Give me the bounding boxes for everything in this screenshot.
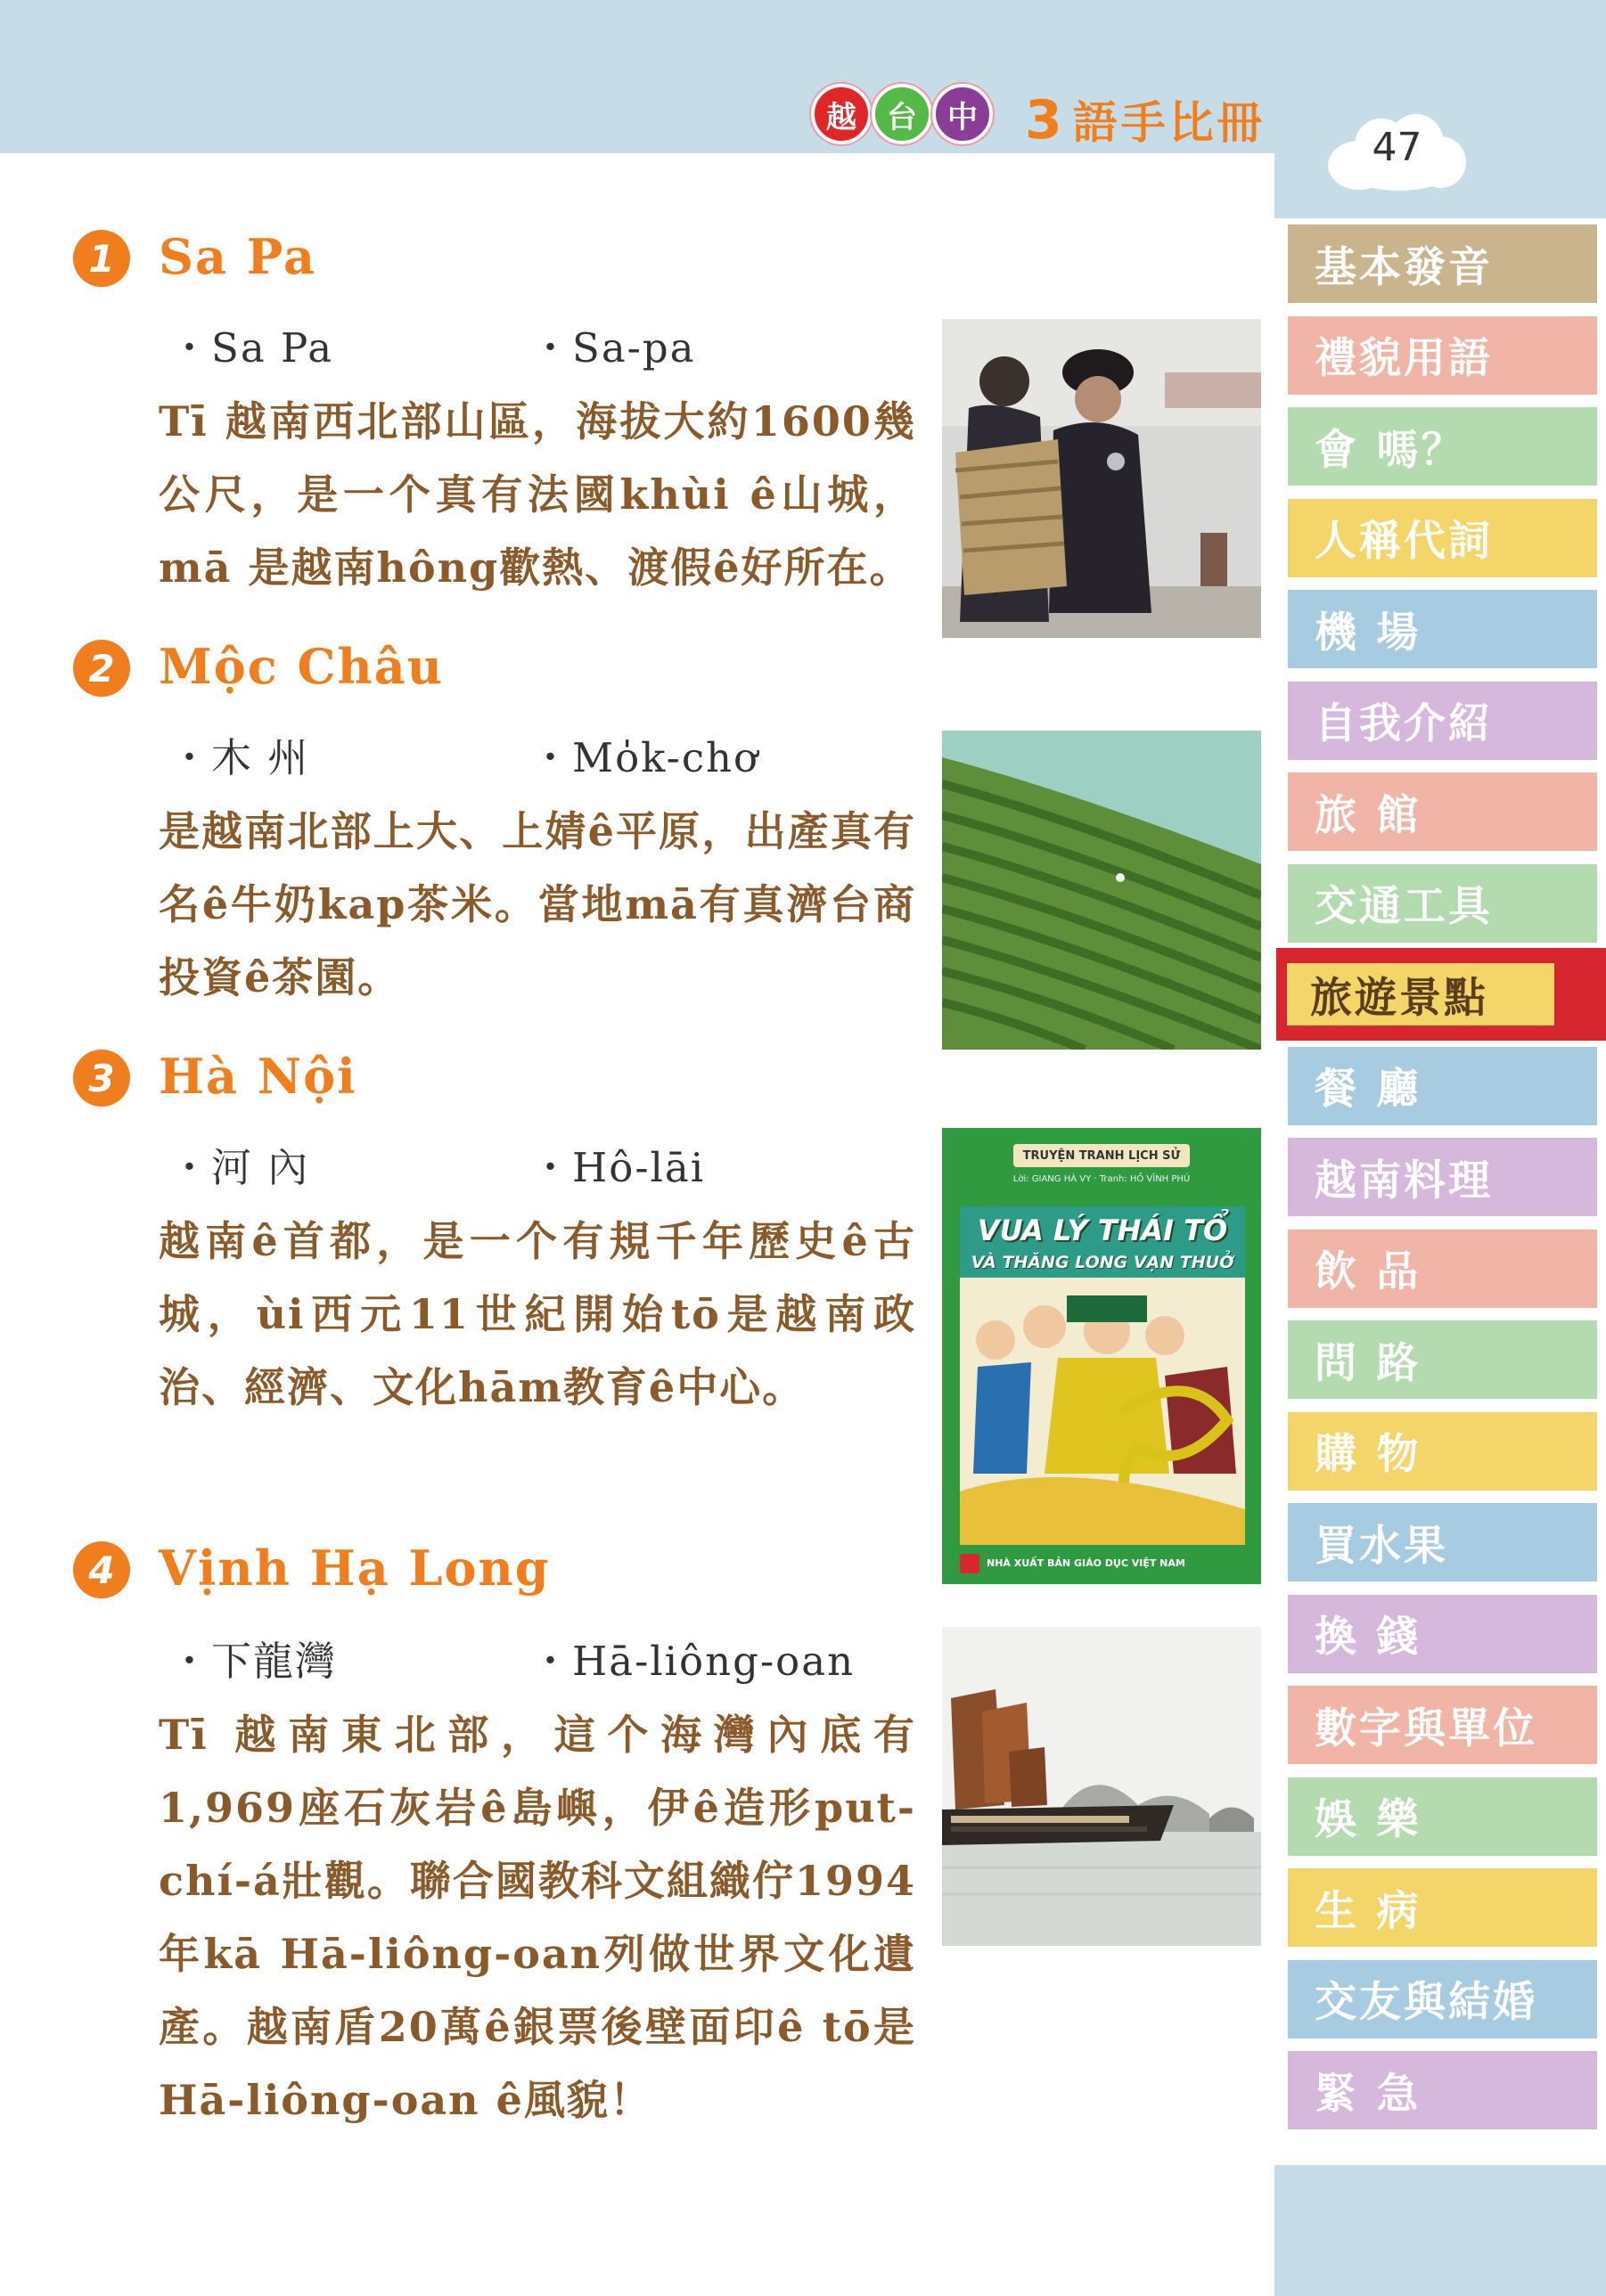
- tab-label: 餐 廳: [1315, 1065, 1422, 1114]
- logo-circle-3: [932, 84, 993, 144]
- tab-label: 人稱代詞: [1315, 517, 1493, 566]
- tab-label: 數字與單位: [1315, 1704, 1537, 1753]
- tab-label: 購 物: [1315, 1430, 1422, 1479]
- section-title-2: Mộc Châu: [159, 638, 444, 695]
- tab-6[interactable]: [1288, 682, 1597, 760]
- tab-label: 自我介紹: [1315, 699, 1493, 748]
- tea-hills-photo: [942, 731, 1261, 1050]
- brand-number: 3: [1025, 89, 1066, 151]
- tab-14[interactable]: [1288, 1412, 1597, 1491]
- tab-label: 會 嗎？: [1315, 425, 1466, 475]
- brand-text: 語手比冊: [1072, 97, 1266, 149]
- sapa-photo: [942, 319, 1261, 638]
- logo-char-2: 台: [872, 84, 932, 144]
- section-title-1: Sa Pa: [159, 228, 316, 285]
- tab-8[interactable]: [1288, 864, 1597, 943]
- tab-label: 交通工具: [1315, 882, 1493, 931]
- tab-label: 買水果: [1315, 1521, 1448, 1571]
- tab-label: 換 錢: [1315, 1613, 1422, 1662]
- tab-1[interactable]: [1288, 225, 1597, 303]
- tab-20[interactable]: [1288, 1960, 1597, 2039]
- tab-18[interactable]: [1288, 1777, 1597, 1856]
- tab-7[interactable]: [1288, 772, 1597, 851]
- tab-label: 緊 急: [1315, 2069, 1422, 2119]
- sub-chinese-3: ・河 內: [169, 1144, 310, 1191]
- tab-label: 問 路: [1315, 1338, 1422, 1388]
- book-credits: Lời: GIANG HÀ VY · Tranh: HỒ VĨNH PHÚ: [1012, 1174, 1191, 1184]
- book-publisher: NHÀ XUẤT BẢN GIÁO DỤC VIỆT NAM: [987, 1557, 1185, 1569]
- section-text-4: Tī 越南東北部，這个海灣內底有1,969座石灰岩ê島嶼，伊ê造形put-chí-á壯觀。聯合國教科文組織佇1994年kā Hā-liông-oan列做世界文化遺產。越南盾20萬ê銀票後壁面印ê tō是Hā-liông-oan ê風貌！: [159, 1711, 916, 2124]
- tab-label: 娛 樂: [1315, 1795, 1422, 1844]
- tab-label: 越南料理: [1315, 1156, 1493, 1205]
- tab-19[interactable]: [1288, 1868, 1597, 1947]
- tab-16[interactable]: [1288, 1595, 1597, 1673]
- tab-label: 交友與結婚: [1315, 1978, 1537, 2027]
- tab-13[interactable]: [1288, 1320, 1597, 1399]
- tab-9[interactable]: [1276, 948, 1606, 1041]
- logo-char-3: 中: [932, 84, 993, 144]
- sub-chinese-2: ・木 州: [169, 734, 310, 781]
- book-series: TRUYỆN TRANH LỊCH SỬ: [1013, 1144, 1190, 1167]
- tab-label: 飲 品: [1315, 1247, 1422, 1296]
- tab-label: 生 病: [1315, 1886, 1422, 1936]
- tab-3[interactable]: [1288, 407, 1597, 486]
- logo-char-1: 越: [811, 84, 872, 144]
- brand-title: [1025, 87, 1266, 151]
- tab-4[interactable]: [1288, 499, 1597, 577]
- tab-label: 基本發音: [1315, 242, 1493, 292]
- book-title-1: VUA LÝ THÁI TỔ: [977, 1213, 1228, 1247]
- publisher-logo-icon: [960, 1554, 979, 1573]
- logo-circle-2: [872, 84, 932, 144]
- tab-2[interactable]: [1288, 316, 1597, 395]
- section-number-3: 3: [73, 1050, 130, 1107]
- book-title-2: VÀ THĂNG LONG VẠN THUỞ: [971, 1253, 1234, 1272]
- tab-label: 禮貌用語: [1315, 334, 1493, 383]
- halong-bay-photo: [942, 1627, 1261, 1946]
- sub-chinese-1: ・Sa Pa: [169, 324, 334, 372]
- page-number: 47: [1372, 125, 1422, 170]
- section-text-3: 越南ê首都，是一个有規千年歷史ê古城，ùi西元11世紀開始tō是越南政治、經濟、文化hām教育ê中心。: [159, 1217, 916, 1411]
- tab-11[interactable]: [1288, 1138, 1597, 1216]
- tab-21[interactable]: [1288, 2051, 1597, 2129]
- section-title-3: Hà Nội: [159, 1048, 357, 1105]
- sub-romanization-2: ・Mo̍k-chơ: [530, 734, 760, 781]
- tab-5[interactable]: [1288, 590, 1597, 668]
- section-text-2: 是越南北部上大、上婧ê平原，出產真有名ê牛奶kap茶米。當地mā有真濟台商投資ê茶園。: [159, 807, 916, 1001]
- tab-15[interactable]: [1288, 1503, 1597, 1581]
- sub-romanization-3: ・Hô-lāi: [530, 1144, 706, 1191]
- sub-romanization-1: ・Sa-pa: [530, 324, 696, 372]
- tab-label-active: 旅遊景點: [1287, 963, 1554, 1025]
- tab-label: 機 場: [1315, 608, 1422, 658]
- section-number-2: 2: [73, 640, 130, 697]
- sub-romanization-4: ・Hā-liông-oan: [530, 1638, 856, 1685]
- section-title-4: Vịnh Hạ Long: [159, 1540, 551, 1597]
- section-text-1: Tī 越南西北部山區，海拔大約1600幾公尺，是一个真有法國khùi ê山城，mā 是越南hông歡熱、渡假ê好所在。: [159, 397, 916, 592]
- logo-circle-1: [811, 84, 872, 144]
- sub-chinese-4: ・下龍灣: [169, 1638, 338, 1685]
- tab-17[interactable]: [1288, 1686, 1597, 1764]
- book-cover-image: [942, 1128, 1261, 1584]
- tab-label: 旅 館: [1315, 790, 1422, 840]
- section-number-4: 4: [73, 1541, 130, 1598]
- tab-10[interactable]: [1288, 1047, 1597, 1125]
- section-number-1: 1: [73, 230, 130, 287]
- tab-12[interactable]: [1288, 1230, 1597, 1308]
